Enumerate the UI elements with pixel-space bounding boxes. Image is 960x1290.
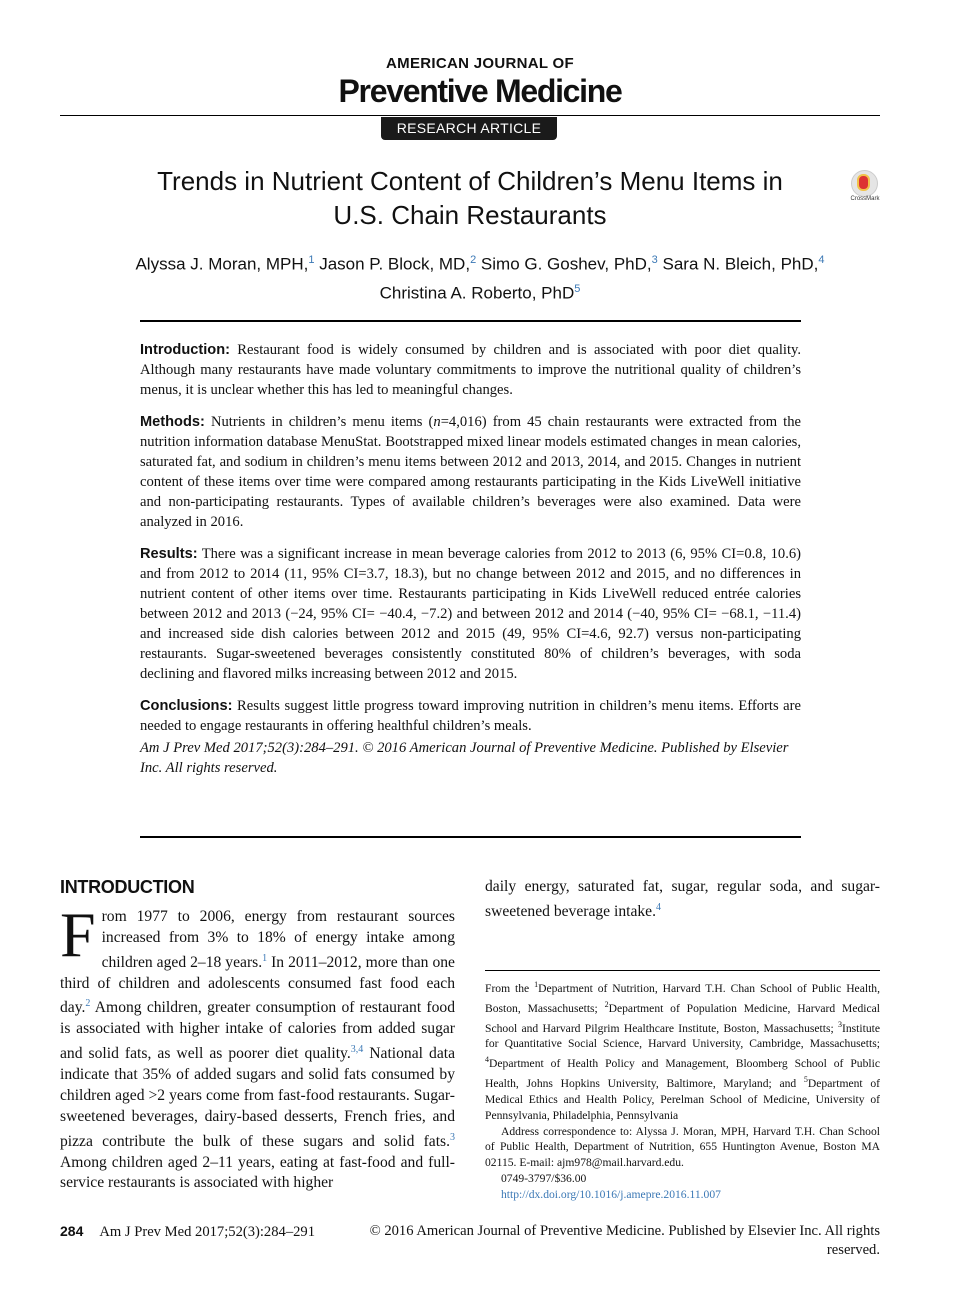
author-name: Sara N. Bleich, PhD, — [662, 254, 819, 274]
citation-ref[interactable]: 3,4 — [350, 1044, 364, 1056]
drop-cap: F — [60, 899, 96, 970]
author-affiliation-ref[interactable]: 2 — [470, 254, 477, 266]
citation-ref[interactable]: 2 — [85, 998, 91, 1010]
intro-paragraph-continued — [485, 876, 880, 922]
affiliation-text: Department of Health Policy and Management, Bloomberg School of Public Health, Johns Hopkins University, Baltimore, Maryland; and — [485, 1057, 880, 1090]
crossmark-logo[interactable] — [848, 170, 882, 206]
article-title-line-2: U.S. Chain Restaurants — [333, 200, 607, 230]
article-type-badge: RESEARCH ARTICLE — [381, 117, 557, 140]
section-heading-introduction: INTRODUCTION — [60, 877, 195, 897]
abstract-methods — [140, 412, 801, 532]
affiliation-marker: 3 — [838, 1019, 842, 1029]
abstract-introduction-text: Restaurant food is widely consumed by children and is associated with poor diet quality. Although many restaurants have made voluntary commitments to improve the nutritional quality of children’s menus, it is unclear whether this has led to meaningful changes. — [140, 342, 801, 398]
author-affiliation-ref[interactable]: 3 — [651, 254, 658, 266]
correspondence-note: Address correspondence to: Alyssa J. Moran, MPH, Harvard T.H. Chan School of Public Health, Department of Nutrition, 655 Huntington Avenue, Boston MA 02115. E-mail: ajm978@mail.harvard.edu. — [485, 1124, 880, 1170]
intro-text: National data indicate that 35% of added sugars and solid fats consumed by children aged >2 years come from fast-food restaurants. Sugar-sweetened beverages, dairy-based desserts, French fries, and pizza contribute the bulk of these sugars and solid fats. — [60, 1045, 455, 1150]
affiliation-text: Department of Nutrition, Harvard T.H. Chan School of Public Health, Boston, Massachusetts; — [485, 981, 880, 1015]
affiliation-marker: 1 — [534, 980, 539, 989]
doi-line — [485, 1187, 880, 1203]
affiliations-footnote — [485, 977, 880, 1203]
abstract-methods-text-cont: =4,016) from 45 chain restaurants were extracted from the nutrition information database MenuStat. Bootstrapped mixed linear models estimated changes in mean calories, saturated fat, and sodium in children’s menu items between 2012 and 2013, 2014, and 2015. Changes in nutrient content of these items over time were compared among restaurants participating in the Kids LiveWell initiative and non-participating restaurants. Types of available children’s beverages were also examined. Data were analyzed in 2016. — [140, 414, 801, 530]
article-title — [100, 164, 840, 232]
abstract-conclusions-text: Results suggest little progress toward improving nutrition in children’s menu items. Efforts are needed to engage restaurants in offering healthful children’s meals. — [140, 698, 802, 734]
abstract-conclusions-heading: Conclusions: — [140, 698, 233, 714]
author-name: Jason P. Block, MD, — [319, 254, 471, 274]
crossmark-bookmark-icon — [857, 174, 870, 191]
journal-name: Preventive Medicine — [338, 73, 622, 109]
affiliation-text: Department of Medical Ethics and Health Policy, Perelman School of Medicine, University of Pennsylvania, Philadelphia, Pennsylvania — [485, 1076, 881, 1122]
intro-text: In 2011–2012, more than one third of children and adolescents consumed fast food each day. — [60, 953, 455, 1017]
doi-link[interactable]: http://dx.doi.org/10.1016/j.amepre.2016.11.007 — [501, 1188, 721, 1202]
abstract-bottom-rule — [140, 836, 801, 838]
journal-supertitle: AMERICAN JOURNAL OF — [386, 55, 574, 72]
abstract-introduction-heading: Introduction: — [140, 342, 230, 358]
abstract-results — [140, 544, 801, 684]
issn-price: 0749-3797/$36.00 — [501, 1172, 587, 1186]
author-affiliation-ref[interactable]: 4 — [818, 254, 825, 266]
author-name: Christina A. Roberto, PhD — [379, 283, 575, 303]
abstract-top-rule — [140, 320, 801, 322]
abstract-introduction — [140, 340, 801, 400]
affiliation-marker: 5 — [803, 1074, 808, 1084]
author-line-2 — [60, 277, 900, 306]
footnote-rule — [485, 970, 880, 971]
intro-text: rom 1977 to 2006, energy from restaurant sources increased from 3% to 18% of energy intake among children aged 2–18 years. — [101, 908, 455, 971]
article-title-line-1: Trends in Nutrient Content of Children’s Menu Items in — [157, 166, 783, 196]
author-affiliation-ref[interactable]: 1 — [308, 254, 315, 266]
abstract-citation: Am J Prev Med 2017;52(3):284–291. © 2016 American Journal of Preventive Medicine. Published by Elsevier Inc. All rights reserved. — [140, 740, 789, 776]
abstract-results-text: There was a significant increase in mean beverage calories from 2012 to 2013 (6, 95% CI=0.8, 10.6) and from 2012 to 2014 (11, 95% CI=3.7, 18.3), but no change between 2012 and 2015, and no differences in nutrient content of other items over time. Restaurants participating in Kids LiveWell reduced entrée calories between 2012 and 2013 (−24, 95% CI= −40.4, −7.2) and between 2012 and 2014 (−40, 95% CI= −68.1, −11.4) and increased side dish calories between 2012 and 2015 (49, 95% CI=4.6, 92.7) versus non-participating restaurants. Sugar-sweetened beverages consistently constituted 80% of children’s beverages, with soda declining and flavored milks increasing between 2012 and 2015. — [140, 546, 801, 682]
abstract — [140, 340, 801, 778]
author-name: Alyssa J. Moran, MPH, — [135, 254, 309, 274]
intro-text: daily energy, saturated fat, sugar, regular soda, and sugar-sweetened beverage intake. — [485, 878, 880, 921]
footer-copyright: © 2016 American Journal of Preventive Medicine. Published by Elsevier Inc. All rights reserved. — [369, 1223, 880, 1258]
intro-paragraph — [60, 899, 455, 1194]
citation-ref[interactable]: 1 — [262, 952, 268, 964]
author-name: Simo G. Goshev, PhD, — [480, 254, 652, 274]
abstract-methods-text: Nutrients in children’s menu items ( — [210, 414, 434, 430]
author-list — [60, 248, 900, 305]
affiliation-text: Institute for Quantitative Social Science, Harvard University, Cambridge, Massachusetts; — [485, 1021, 880, 1051]
header-rule — [60, 115, 880, 116]
intro-text: Among children aged 2–11 years, eating at fast-food and full-service restaurants is associated with higher — [60, 1153, 455, 1192]
affiliation-marker: 2 — [604, 999, 609, 1009]
affiliation-text: From the — [485, 981, 535, 995]
intro-text: Among children, greater consumption of restaurant food is associated with higher intake of calories from added sugar and solid fats, as well as poorer diet quality. — [60, 999, 455, 1063]
footer-left — [60, 1222, 315, 1242]
sample-size-symbol: n — [433, 414, 441, 430]
affiliations-text — [485, 977, 880, 1124]
abstract-conclusions — [140, 696, 801, 736]
crossmark-label: CrossMark — [850, 196, 880, 202]
footer-journal-citation: Am J Prev Med 2017;52(3):284–291 — [99, 1224, 316, 1240]
author-line-1 — [60, 248, 900, 277]
abstract-results-heading: Results: — [140, 546, 198, 562]
abstract-methods-heading: Methods: — [140, 414, 205, 430]
citation-ref[interactable]: 4 — [656, 902, 662, 913]
page-number: 284 — [60, 1223, 84, 1239]
author-affiliation-ref[interactable]: 5 — [574, 282, 581, 295]
affiliation-text: Department of Population Medicine, Harvard Medical School and Harvard Pilgrim Healthcare Institute, Boston, Massachusetts; — [485, 1001, 881, 1035]
affiliation-marker: 4 — [485, 1055, 489, 1065]
citation-ref[interactable]: 3 — [450, 1131, 455, 1143]
